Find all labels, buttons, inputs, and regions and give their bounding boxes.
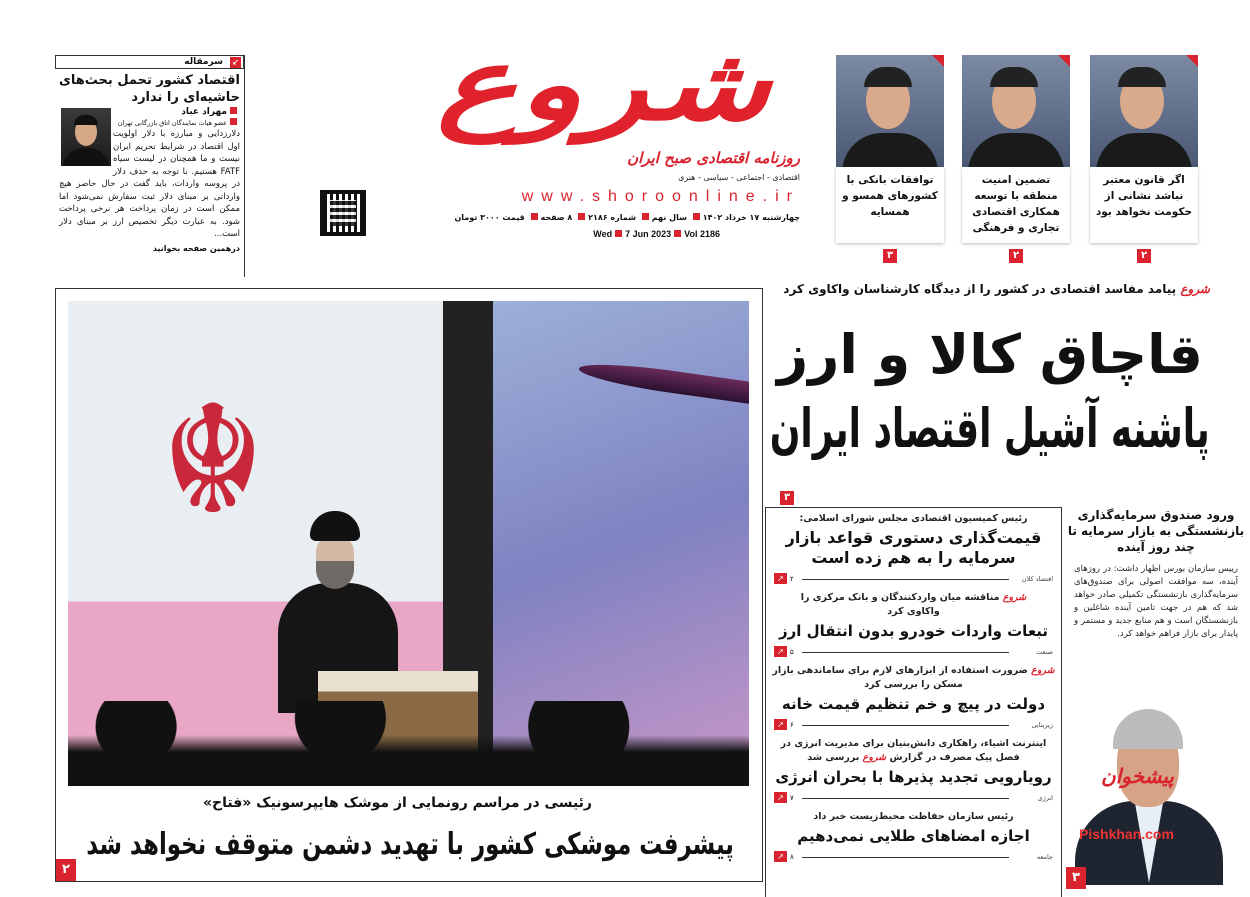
news-headline: اجازه امضاهای طلایی نمی‌دهیم [797,827,1030,845]
news-headline: دولت در پیچ و خم تنظیم قیمت خانه [781,695,1046,713]
side-story[interactable] [1066,507,1246,703]
read-more-link[interactable]: درهمین صفحه بخوانید [152,243,240,253]
news-kicker-end: بررسی شد [807,752,860,763]
brand-mark: شروع [1031,665,1055,676]
photo-story-title: پیشرفت موشکی کشور با تهدید دشمن متوقف نخواهد شد [86,827,734,862]
editorial-section-label: سرمقاله [184,57,223,67]
arrow-icon: ↙ [230,57,241,68]
photo-story[interactable] [55,288,763,882]
watermark-en: Pishkhan.com [1079,826,1174,842]
date-en: 7 Jun 2023 [625,229,672,239]
side-story-headline: ورود صندوق سرمایه‌گذاری بازنشستگی به بازار سرمایه تا چند روز آینده [1067,508,1245,554]
page-number: ۶ [790,721,794,729]
news-column [765,507,1062,897]
official-portrait [1075,705,1223,885]
qr-code[interactable] [320,190,366,236]
photo-story-subtitle: رئیسی در مراسم رونمایی از موشک هایپرسونیک «فتاح» [202,795,592,811]
news-headline: رویارویی تجدید پذیرها با بحران انرژی [775,768,1052,786]
editorial-header [55,55,244,69]
lead-headline-line-2: پاشنه آشیل اقتصاد ایران [769,397,1210,460]
masthead [300,26,830,270]
page-number: ۸ [790,853,794,861]
brand-mark: شروع [862,752,887,763]
editorial-title[interactable]: اقتصاد کشور تحمل بحث‌های حاشیه‌ای را ندارد [58,73,240,105]
top-story-caption: تضمین امنیت منطقه با توسعه همکاری اقتصادی تجاری و فرهنگی [962,167,1070,243]
newspaper-logo: شروع [436,26,770,143]
website-url[interactable]: www.shoroonline.ir [521,188,800,205]
section-label: انرژی [1037,794,1053,802]
arrow-icon: ↗ [774,646,787,657]
news-headline: تبعات واردات خودرو بدون انتقال ارز [778,622,1049,640]
top-story-1[interactable] [1090,55,1198,263]
emblem-icon: ☬ [159,374,267,548]
section-label: زیربنایی [1031,721,1053,729]
lead-page-badge: ۳ [780,491,794,505]
year-fa: سال نهم [651,213,687,222]
news-item[interactable] [766,512,1061,585]
page-number: ۵ [790,648,794,656]
author-role: عضو هیات نمایندگان اتاق بازرگانی تهران [117,119,227,127]
section-label: جامعه [1036,853,1053,861]
editorial-box [55,55,245,277]
top-story-photo [962,55,1070,167]
arrow-icon: ↗ [774,573,787,584]
news-kicker: اینترنت اشیاء، راهکاری دانش‌بنیان برای مدیریت انرژی در فصل پیک مصرف در گزارش [780,738,1047,763]
author-photo [61,108,111,166]
lead-kicker [770,280,1210,298]
side-story-page-badge: ۳ [1066,867,1086,889]
page-number: ۷ [790,794,794,802]
news-kicker: رئیس کمیسیون اقتصادی مجلس شورای اسلامی: [799,513,1028,524]
author-name: مهراد عباد [181,107,227,117]
news-item[interactable] [766,810,1061,863]
top-story-2[interactable] [962,55,1070,263]
tagline: روزنامه اقتصادی صبح ایران [627,149,800,167]
page-badge: ۲ [56,859,76,881]
top-story-caption: توافقات بانکی با کشورهای همسو و همسایه [836,167,944,243]
lead-headline-line-1: قاچاق کالا و ارز [777,323,1203,386]
news-item[interactable] [766,591,1061,658]
lead-kicker-text: پیامد مفاسد اقتصادی در کشور را از دیدگاه کارشناسان واکاوی کرد [783,282,1177,296]
page-number: ۲ [790,575,794,583]
news-item[interactable] [766,664,1061,731]
volume-en: Vol 2186 [684,229,720,239]
editorial-body: دلارزدایی و مبارزه با دلار اولویت اول اقتصاد در شرایط تحریم ایران نیست و ما همچنان در لیست سیاه FATF هستیم. با توجه به حذف دلار در پروسه واردات، باید گفت در حال حاضر هیچ وارداتی بر مبنای دلار ثبت سفارش نمی‌شود اما ممکن است در زمان پرداخت هر نرخی پرداخت شود. به عبارت دیگر تخصیص ارز بر مبنای دلار است... [59,129,240,239]
brand-mark: شروع [1180,282,1210,296]
date-fa: چهارشنبه ۱۷ خرداد ۱۴۰۲ [702,213,800,222]
section-label: اقتصاد کلان [1021,575,1053,583]
main-photo [68,301,749,786]
news-kicker: ضرورت استفاده از ابزارهای لازم برای ساماندهی بازار مسکن را بررسی کرد [772,665,1028,690]
pages-fa: ۸ صفحه [540,213,573,222]
dateline-en [593,228,720,241]
top-story-3[interactable] [836,55,944,263]
top-story-photo [836,55,944,167]
watermark-fa: پیشخوان [1101,764,1174,788]
section-label: صنعت [1036,648,1053,656]
news-kicker: مناقشه میان واردکنندگان و بانک مرکزی را واکاوی کرد [800,592,1000,617]
weekday-en: Wed [593,229,613,239]
page-badge: ۲ [1009,249,1023,263]
categories: اقتصادی - اجتماعی - سیاسی - هنری [678,173,800,182]
issue-fa: شماره ۲۱۸۶ [588,213,636,222]
page-badge: ۲ [1137,249,1151,263]
arrow-icon: ↗ [774,792,787,803]
top-story-photo [1090,55,1198,167]
news-headline: قیمت‌گذاری دستوری قواعد بازار سرمایه را به هم زده است [785,528,1042,567]
page-badge: ۳ [883,249,897,263]
news-item[interactable] [766,737,1061,804]
dateline-fa [454,212,800,224]
lead-headline[interactable] [770,318,1210,466]
side-story-body: رییس سازمان بورس اظهار داشت: در روزهای آینده، سه موافقت اصولی برای صندوق‌های سرمایه‌گذاری بازنشستگی تکمیلی صادر خواهد شد که هم در جهت تامین آینده شاغلین و بازنشستگان است و هم منابع جدید و مستمر و پایدار برای بازار فراهم خواهد کرد. [1074,564,1238,639]
price-fa: قیمت ۳۰۰۰ تومان [454,213,525,222]
top-story-caption: اگر قانون معتبر نباشد نشانی از حکومت نخواهد بود [1090,167,1198,243]
news-kicker: رئیس سازمان حفاظت محیط‌زیست خبر داد [813,811,1014,822]
brand-mark: شروع [1002,592,1027,603]
arrow-icon: ↗ [774,851,787,862]
arrow-icon: ↗ [774,719,787,730]
